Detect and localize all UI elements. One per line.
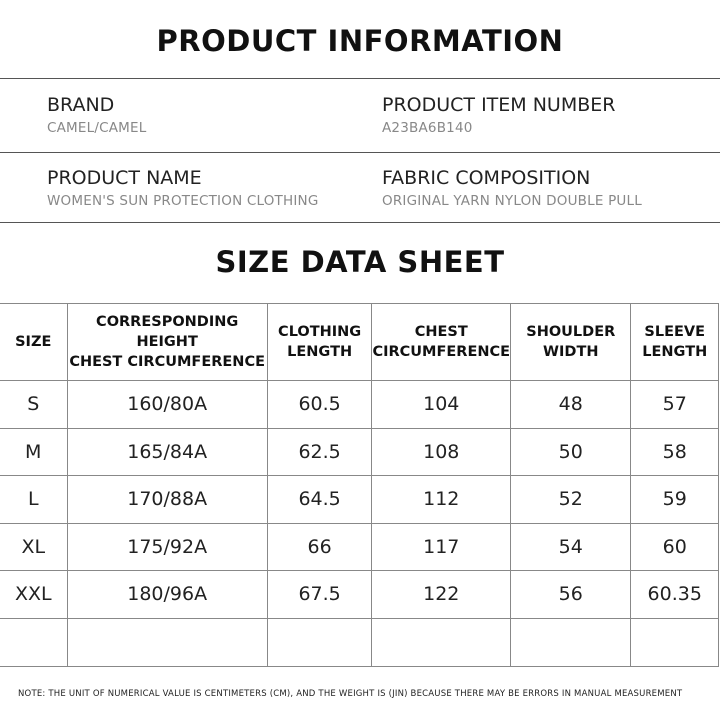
table-row	[0, 381, 719, 429]
product-name-label: PRODUCT NAME	[47, 167, 202, 189]
shoulder-cell: 50	[511, 428, 631, 476]
item-number-value: A23BA6B140	[382, 120, 473, 136]
shoulder-cell: 54	[511, 523, 631, 571]
brand-label: BRAND	[47, 94, 115, 116]
chest-cell: 104	[372, 381, 511, 429]
sleeve-cell: 57	[631, 381, 719, 429]
chest-cell: 117	[372, 523, 511, 571]
chest-cell: 122	[372, 571, 511, 619]
item-number-label: PRODUCT ITEM NUMBER	[382, 94, 616, 116]
table-row	[0, 476, 719, 524]
size-cell: S	[0, 381, 67, 429]
shoulder-cell: 48	[511, 381, 631, 429]
chest-cell: 108	[372, 428, 511, 476]
header-chest-circumference: CHEST CIRCUMFERENCE	[372, 304, 511, 381]
length-cell: 60.5	[267, 381, 372, 429]
sleeve-cell: 58	[631, 428, 719, 476]
length-cell: 66	[267, 523, 372, 571]
height-cell: 165/84A	[67, 428, 267, 476]
header-size: SIZE	[0, 304, 67, 381]
empty-cell	[67, 618, 267, 666]
size-cell: XL	[0, 523, 67, 571]
height-cell: 170/88A	[67, 476, 267, 524]
sleeve-cell: 59	[631, 476, 719, 524]
table-row	[0, 428, 719, 476]
product-information-title: PRODUCT INFORMATION	[156, 24, 564, 58]
header-shoulder-width: SHOULDER WIDTH	[511, 304, 631, 381]
size-cell: M	[0, 428, 67, 476]
product-name-value: WOMEN'S SUN PROTECTION CLOTHING	[47, 193, 319, 209]
sleeve-cell: 60.35	[631, 571, 719, 619]
size-cell: XXL	[0, 571, 67, 619]
empty-table-row	[0, 618, 719, 666]
empty-cell	[511, 618, 631, 666]
table-header-row	[0, 304, 719, 381]
empty-cell	[267, 618, 372, 666]
product-name-block	[47, 167, 319, 209]
fabric-label: FABRIC COMPOSITION	[382, 167, 591, 189]
chest-cell: 112	[372, 476, 511, 524]
fabric-block	[382, 167, 642, 209]
empty-cell	[372, 618, 511, 666]
fabric-value: ORIGINAL YARN NYLON DOUBLE PULL	[382, 193, 642, 209]
length-cell: 64.5	[267, 476, 372, 524]
brand-value: CAMEL/CAMEL	[47, 120, 147, 136]
table-row	[0, 571, 719, 619]
size-data-sheet-title: SIZE DATA SHEET	[215, 245, 505, 279]
empty-cell	[0, 618, 67, 666]
empty-cell	[631, 618, 719, 666]
sleeve-cell: 60	[631, 523, 719, 571]
brand-block	[47, 94, 146, 136]
divider	[0, 152, 720, 153]
divider	[0, 78, 720, 79]
length-cell: 62.5	[267, 428, 372, 476]
size-table	[0, 303, 719, 667]
height-cell: 175/92A	[67, 523, 267, 571]
divider	[0, 222, 720, 223]
table-row	[0, 523, 719, 571]
header-corresponding-height: CORRESPONDING HEIGHT CHEST CIRCUMFERENCE	[67, 304, 267, 381]
header-clothing-length: CLOTHING LENGTH	[267, 304, 372, 381]
height-cell: 180/96A	[67, 571, 267, 619]
header-sleeve-length: SLEEVE LENGTH	[631, 304, 719, 381]
shoulder-cell: 52	[511, 476, 631, 524]
shoulder-cell: 56	[511, 571, 631, 619]
length-cell: 67.5	[267, 571, 372, 619]
item-number-block	[382, 94, 615, 136]
measurement-note: NOTE: THE UNIT OF NUMERICAL VALUE IS CENTIMETERS (CM), AND THE WEIGHT IS (JIN) BECAUSE THERE MAY BE ERRORS IN MANUAL MEASUREMENT	[18, 689, 683, 699]
size-cell: L	[0, 476, 67, 524]
height-cell: 160/80A	[67, 381, 267, 429]
